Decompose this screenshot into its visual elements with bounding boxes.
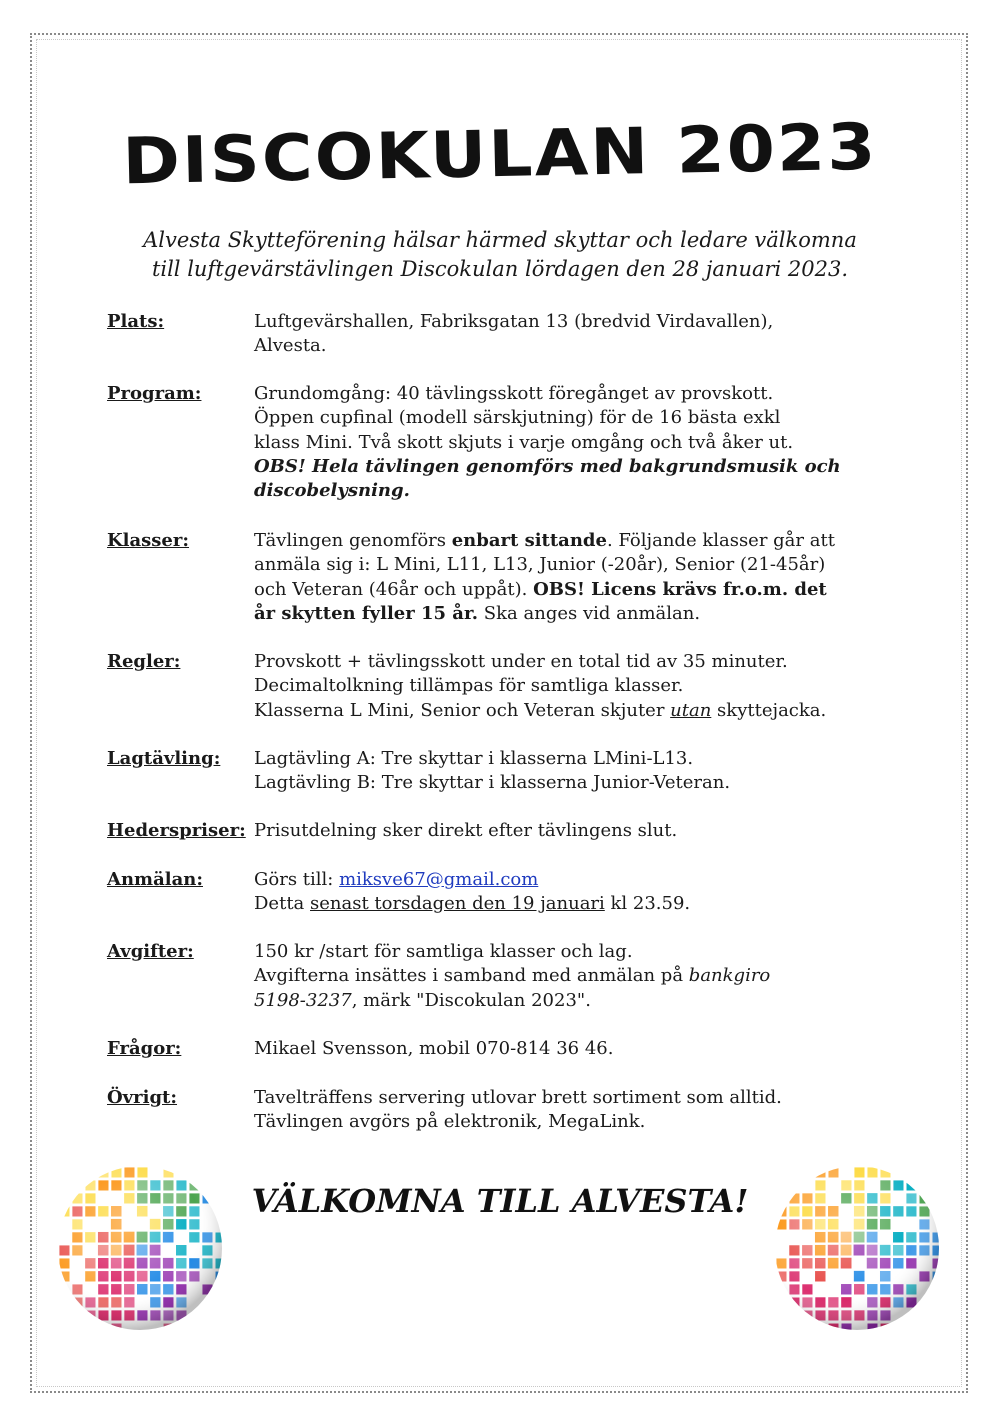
klasser-line-3 — [254, 578, 904, 602]
avgifter-label: Avgifter: — [107, 941, 194, 962]
ovrigt-line-2: Tävlingen avgörs på elektronik, MegaLink. — [254, 1111, 646, 1133]
program-content — [254, 382, 904, 503]
regler-text: skyttejacka. — [711, 699, 827, 721]
plats-label: Plats: — [107, 311, 165, 332]
avgifter-line-2 — [254, 964, 904, 988]
klasser-line-1 — [254, 529, 904, 553]
fragor-label: Frågor: — [107, 1038, 182, 1059]
klasser-text: Ska anges vid anmälan. — [478, 602, 701, 624]
avgifter-line-1: 150 kr /start för samtliga klasser och lag. — [254, 941, 633, 962]
regler-label: Regler: — [107, 651, 181, 672]
fragor-content — [254, 1037, 904, 1061]
klasser-text: Tävlingen genomförs — [254, 530, 452, 551]
lagtavling-line-1: Lagtävling A: Tre skyttar i klasserna LMini-L13. — [254, 748, 694, 769]
hederspriser-content — [254, 819, 904, 843]
welcome-text: VÄLKOMNA TILL ALVESTA! — [251, 1182, 749, 1220]
klasser-line-4 — [254, 602, 904, 626]
program-line-2: Öppen cupfinal (modell särskjutning) för de 16 bästa exkl — [254, 407, 781, 429]
regler-line-3 — [254, 699, 904, 723]
anmalan-content — [254, 868, 904, 917]
avgifter-bankgiro: bankgiro — [688, 965, 771, 987]
anmalan-deadline: senast torsdagen den 19 januari — [310, 893, 605, 915]
klasser-line-2: anmäla sig i: L Mini, L11, L13, Junior (-20år), Senior (21-45år) — [254, 554, 826, 576]
ovrigt-content — [254, 1086, 904, 1135]
regler-content — [254, 650, 904, 723]
avgifter-text: , märk "Discokulan 2023". — [351, 989, 591, 1011]
program-line-3: klass Mini. Två skott skjuts i varje omgång och två åker ut. — [254, 431, 794, 453]
lagtavling-line-2: Lagtävling B: Tre skyttar i klasserna Junior-Veteran. — [254, 772, 731, 794]
plats-content — [254, 310, 904, 359]
page-title: DISCOKULAN 2023 — [121, 110, 879, 200]
avgifter-text: Avgifterna insättes i samband med anmälan på — [254, 965, 689, 987]
klasser-text: och Veteran (46år och uppåt). — [254, 578, 534, 600]
program-line-1: Grundomgång: 40 tävlingsskott föregånget av provskott. — [254, 383, 774, 404]
avgifter-line-3 — [254, 989, 904, 1013]
intro-line-1: Alvesta Skytteförening hälsar härmed skyttar och ledare välkomna — [143, 228, 857, 252]
ovrigt-line-1: Tavelträffens servering utlovar brett sortiment som alltid. — [254, 1087, 782, 1108]
anmalan-line-2 — [254, 892, 904, 916]
plats-line-1: Luftgevärshallen, Fabriksgatan 13 (bredvid Virdavallen), — [254, 311, 774, 332]
regler-line-1: Provskott + tävlingsskott under en total tid av 35 minuter. — [254, 651, 788, 672]
anmalan-text: Görs till: — [254, 869, 340, 890]
klasser-emphasis: enbart sittande — [451, 530, 607, 551]
anmalan-text: kl 23.59. — [604, 893, 691, 915]
disco-ball-icon — [771, 1162, 943, 1334]
avgifter-bankgiro-number: 5198-3237 — [254, 989, 352, 1011]
hederspriser-label: Hederspriser: — [107, 820, 246, 841]
program-line-4: OBS! Hela tävlingen genomförs med bakgrundsmusik och — [254, 455, 841, 477]
hederspriser-line-1: Prisutdelning sker direkt efter tävlingens slut. — [254, 820, 678, 841]
regler-line-2: Decimaltolkning tillämpas för samtliga klasser. — [254, 675, 684, 697]
klasser-emphasis: OBS! Licens krävs fr.o.m. det — [533, 578, 827, 600]
plats-line-2: Alvesta. — [254, 335, 327, 357]
klasser-content — [254, 529, 904, 626]
program-label: Program: — [107, 383, 202, 404]
klasser-text: . Följande klasser går att — [606, 530, 835, 551]
anmalan-label: Anmälan: — [107, 869, 203, 890]
lagtavling-label: Lagtävling: — [107, 748, 221, 769]
intro-text — [100, 226, 900, 284]
fragor-line-1: Mikael Svensson, mobil 070-814 36 46. — [254, 1038, 614, 1059]
email-link[interactable]: miksve67@gmail.com — [339, 869, 539, 890]
intro-line-2: till luftgevärstävlingen Discokulan lördagen den 28 januari 2023. — [151, 257, 849, 281]
klasser-label: Klasser: — [107, 530, 189, 551]
regler-text: Klasserna L Mini, Senior och Veteran skjuter — [254, 699, 671, 721]
ovrigt-label: Övrigt: — [107, 1087, 178, 1108]
disco-ball-icon — [54, 1162, 226, 1334]
anmalan-line-1 — [254, 868, 904, 892]
avgifter-content — [254, 940, 904, 1013]
regler-emphasis: utan — [670, 699, 712, 721]
klasser-emphasis: år skytten fyller 15 år. — [254, 602, 479, 624]
lagtavling-content — [254, 747, 904, 796]
program-line-5: discobelysning. — [254, 480, 410, 502]
anmalan-text: Detta — [254, 893, 311, 915]
